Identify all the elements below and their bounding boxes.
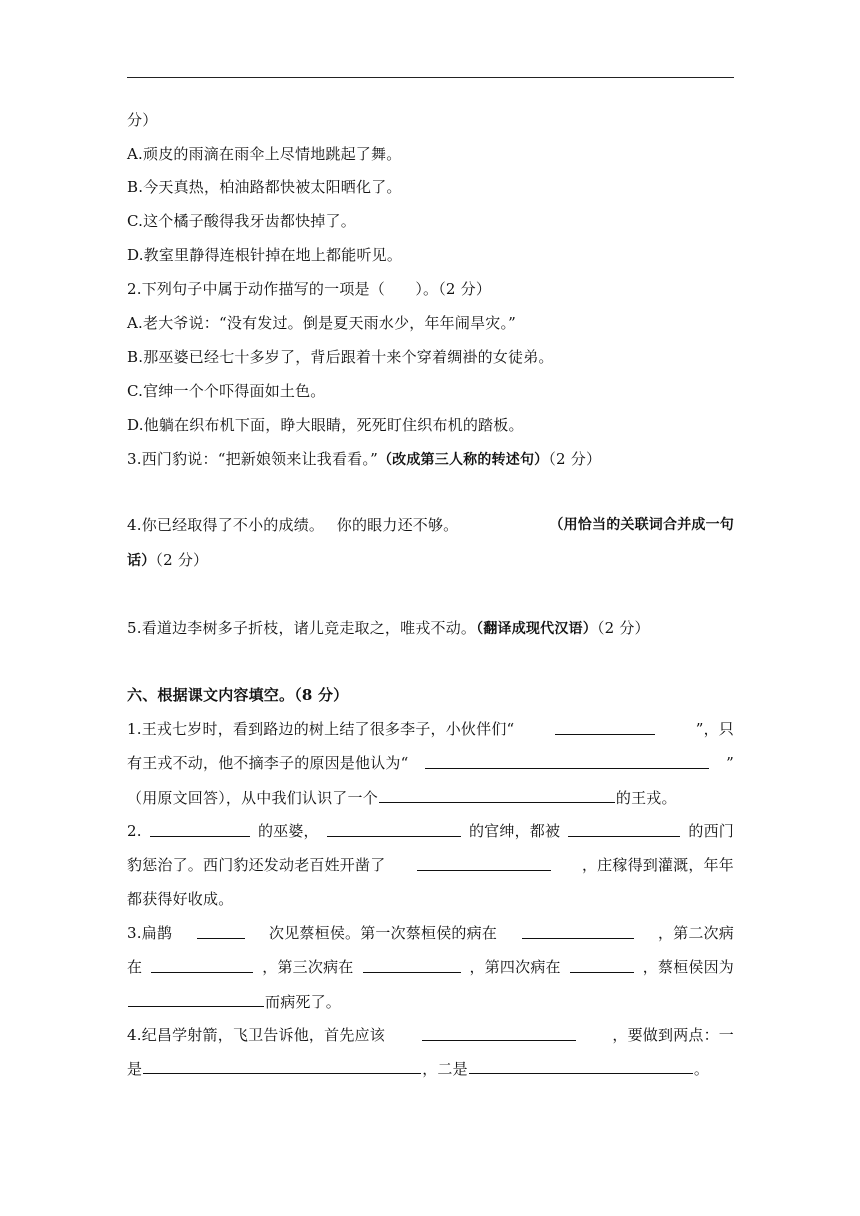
fill-blank[interactable] xyxy=(555,719,655,735)
s6-item2-line2: 豹惩治了。西门豹还发动老百姓开凿了 ，庄稼得到灌溉，年年 xyxy=(127,856,734,874)
q4-text: 4.你已经取得了不小的成绩。 你的眼力还不够。 xyxy=(127,516,459,534)
section6-title: 六、根据课文内容填空。（8 分） xyxy=(127,686,349,704)
q3-instruction: （改成第三人称的转述句） xyxy=(377,452,549,468)
s6-item3-line1: 3.扁鹊 次见蔡桓侯。第一次蔡桓侯的病在 ，第二次病 xyxy=(127,924,734,942)
q1-option-b: B.今天真热，柏油路都快被太阳晒化了。 xyxy=(127,178,402,196)
q1-option-a: A.顽皮的雨滴在雨伞上尽情地跳起了舞。 xyxy=(127,145,402,163)
s6-item1-line3: （用原文回答），从中我们认识了一个 的王戎。 xyxy=(127,789,677,807)
fill-blank[interactable] xyxy=(570,957,634,973)
q4-line-2 xyxy=(127,550,208,571)
fill-blank[interactable] xyxy=(425,753,709,769)
q2-option-d: D.他躺在织布机下面，睁大眼睛，死死盯住织布机的踏板。 xyxy=(127,416,524,434)
s6-item1-line2: 有王戎不动，他不摘李子的原因是他认为“ ” xyxy=(127,754,734,772)
q2-option-c: C.官绅一个个吓得面如土色。 xyxy=(127,382,326,400)
s6-item2-line1: 2. 的巫婆， 的官绅，都被 的西门 xyxy=(127,822,734,840)
q4-instruction: （用恰当的关联词合并成一句 xyxy=(549,517,734,533)
q1-option-d: D.教室里静得连根针掉在地上都能听见。 xyxy=(127,246,403,264)
q2-option-b: B.那巫婆已经七十多岁了，背后跟着十来个穿着绸褂的女徒弟。 xyxy=(127,348,554,366)
header-rule xyxy=(127,77,734,78)
s6-item3-line2: 在 ，第三次病在 ，第四次病在 ，蔡桓侯因为 xyxy=(127,958,734,976)
q1-stem-tail: 分） xyxy=(127,111,158,129)
q4-instruction-end: 话） xyxy=(127,553,156,569)
s6-item3-line3: 而病死了。 xyxy=(127,991,341,1012)
s6-item1-line1: 1.王戎七岁时，看到路边的树上结了很多李子，小伙伴们“ ”，只 xyxy=(127,720,734,738)
fill-blank[interactable] xyxy=(143,1058,421,1074)
fill-blank[interactable] xyxy=(197,923,245,939)
fill-blank[interactable] xyxy=(151,957,253,973)
fill-blank[interactable] xyxy=(417,855,551,871)
q2-option-a: A.老大爷说：“没有发过。倒是夏天雨水少，年年闹旱灾。” xyxy=(127,314,517,332)
fill-blank[interactable] xyxy=(128,991,264,1007)
q2-stem: 2.下列句子中属于动作描写的一项是（ ）。（2 分） xyxy=(127,280,492,298)
q5-line xyxy=(127,618,650,639)
q5-score: （2 分） xyxy=(596,619,650,637)
fill-blank[interactable] xyxy=(568,821,680,837)
q1-option-c: C.这个橘子酸得我牙齿都快掉了。 xyxy=(127,212,356,230)
q4-score: （2 分） xyxy=(155,551,209,569)
fill-blank[interactable] xyxy=(150,821,250,837)
fill-blank[interactable] xyxy=(327,821,461,837)
q4-line-1 xyxy=(127,515,734,535)
fill-blank[interactable] xyxy=(363,957,461,973)
q5-instruction: （翻译成现代汉语） xyxy=(476,621,597,637)
fill-blank[interactable] xyxy=(522,923,634,939)
s6-item4-line1: 4.纪昌学射箭，飞卫告诉他，首先应该 ，要做到两点：一 xyxy=(127,1026,734,1044)
q3-text: 3.西门豹说：“把新娘领来让我看看。” xyxy=(127,450,378,468)
fill-blank[interactable] xyxy=(379,787,615,803)
fill-blank[interactable] xyxy=(422,1025,576,1041)
s6-item4-line2: 是 ，二是 。 xyxy=(127,1060,710,1078)
fill-blank[interactable] xyxy=(469,1058,693,1074)
s6-item2-line3: 都获得好收成。 xyxy=(127,890,234,908)
q3-line xyxy=(127,449,601,470)
q5-text: 5.看道边李树多子折枝，诸儿竞走取之，唯戎不动。 xyxy=(127,619,477,637)
q3-score: （2 分） xyxy=(548,450,602,468)
